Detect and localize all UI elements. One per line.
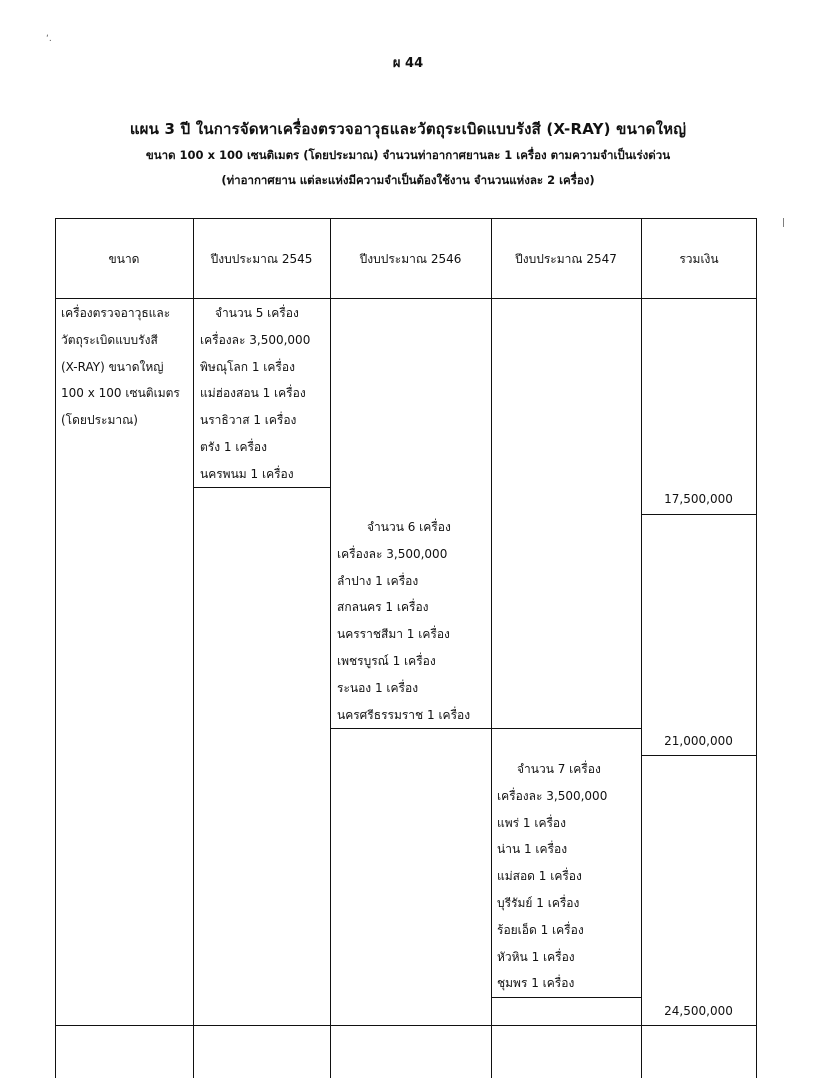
header-bottom-border bbox=[55, 298, 757, 299]
document-subtitle-2: (ท่าอากาศยาน แต่ละแห่งมีความจำเป็นต้องใช้งาน จำนวนแห่งละ 2 เครื่อง) bbox=[221, 173, 595, 187]
total-1-bottom-border bbox=[641, 514, 757, 515]
header-size: ขนาด bbox=[108, 252, 140, 266]
item-description bbox=[61, 300, 180, 434]
header-year-2545: ปีงบประมาณ 2545 bbox=[210, 252, 313, 266]
year-2545-airport: ตรัง 1 เครื่อง bbox=[200, 439, 268, 454]
year-2545-cell bbox=[200, 300, 310, 488]
year-2547-airport: น่าน 1 เครื่อง bbox=[497, 842, 568, 857]
year-2546-airport: นครศรีธรรมราช 1 เครื่อง bbox=[337, 707, 471, 722]
table-border-right bbox=[756, 218, 757, 1078]
item-description-line: (โดยประมาณ) bbox=[61, 413, 138, 428]
year-2547-cell bbox=[497, 756, 607, 997]
year-2547-airport: ร้อยเอ็ด 1 เครื่อง bbox=[497, 922, 584, 937]
item-description-line: เครื่องตรวจอาวุธและ bbox=[61, 306, 171, 320]
year-2545-airport: แม่ฮ่องสอน 1 เครื่อง bbox=[200, 386, 306, 401]
year-2545-unit-price: เครื่องละ 3,500,000 bbox=[200, 332, 311, 347]
item-description-line: 100 x 100 เซนติเมตร bbox=[61, 386, 180, 401]
column-divider-2 bbox=[330, 218, 331, 1078]
year-2546-airport: สกลนคร 1 เครื่อง bbox=[337, 600, 429, 615]
year-2546-unit-price: เครื่องละ 3,500,000 bbox=[337, 546, 448, 561]
document-subtitle-1: ขนาด 100 x 100 เซนติเมตร (โดยประมาณ) จำนวนท่าอากาศยานละ 1 เครื่อง ตามความจำเป็นเร่งด่วน bbox=[145, 148, 671, 162]
table-border-top bbox=[55, 218, 757, 219]
year-2546-airport: เพชรบูรณ์ 1 เครื่อง bbox=[337, 653, 436, 668]
year-2547-airport: ชุมพร 1 เครื่อง bbox=[497, 976, 575, 991]
header-year-2547: ปีงบประมาณ 2547 bbox=[515, 252, 617, 266]
document-title: แผน 3 ปี ในการจัดหาเครื่องตรวจอาวุธและวัตถุระเบิดแบบรังสี (X-RAY) ขนาดใหญ่ bbox=[129, 120, 687, 138]
header-total: รวมเงิน bbox=[679, 252, 719, 266]
year-2545-airport: พิษณุโลก 1 เครื่อง bbox=[200, 359, 295, 374]
year-2546-airport: ระนอง 1 เครื่อง bbox=[337, 680, 419, 695]
year-2547-airport: บุรีรัมย์ 1 เครื่อง bbox=[497, 895, 580, 910]
year-2545-airport: นครพนม 1 เครื่อง bbox=[200, 466, 294, 481]
total-2546: 21,000,000 bbox=[664, 734, 733, 748]
year-2547-airport: แม่สอด 1 เครื่อง bbox=[497, 869, 582, 884]
total-2545: 17,500,000 bbox=[664, 492, 733, 506]
item-description-line: (X-RAY) ขนาดใหญ่ bbox=[61, 359, 164, 374]
column-divider-1 bbox=[193, 218, 194, 1078]
year-2545-count: จำนวน 5 เครื่อง bbox=[215, 306, 299, 320]
total-2-bottom-border bbox=[641, 755, 757, 756]
year-2547-airport: แพร่ 1 เครื่อง bbox=[497, 815, 566, 830]
year-2546-airport: นครราชสีมา 1 เครื่อง bbox=[337, 627, 450, 642]
year-2545-airport: นราธิวาส 1 เครื่อง bbox=[200, 413, 297, 428]
scan-speck-mark: | bbox=[782, 218, 786, 228]
year-2547-unit-price: เครื่องละ 3,500,000 bbox=[497, 788, 608, 803]
xray-plan-table bbox=[55, 218, 757, 1078]
item-description-line: วัตถุระเบิดแบบรังสี bbox=[61, 332, 158, 347]
year-2546-count: จำนวน 6 เครื่อง bbox=[367, 520, 451, 534]
year-2547-count: จำนวน 7 เครื่อง bbox=[517, 762, 601, 776]
column-divider-3 bbox=[491, 218, 492, 1078]
year-2546-airport: ลำปาง 1 เครื่อง bbox=[337, 573, 419, 588]
page-number: ผ 44 bbox=[392, 56, 424, 71]
table-border-left bbox=[55, 218, 56, 1078]
column-divider-4 bbox=[641, 218, 642, 1078]
scan-speck-mark: ‘. bbox=[46, 34, 52, 44]
total-2547: 24,500,000 bbox=[664, 1004, 733, 1018]
year-2547-airport: หัวหิน 1 เครื่อง bbox=[497, 949, 575, 964]
year-2546-cell bbox=[337, 514, 470, 728]
body-bottom-border bbox=[55, 1025, 757, 1026]
header-year-2546: ปีงบประมาณ 2546 bbox=[359, 252, 462, 266]
